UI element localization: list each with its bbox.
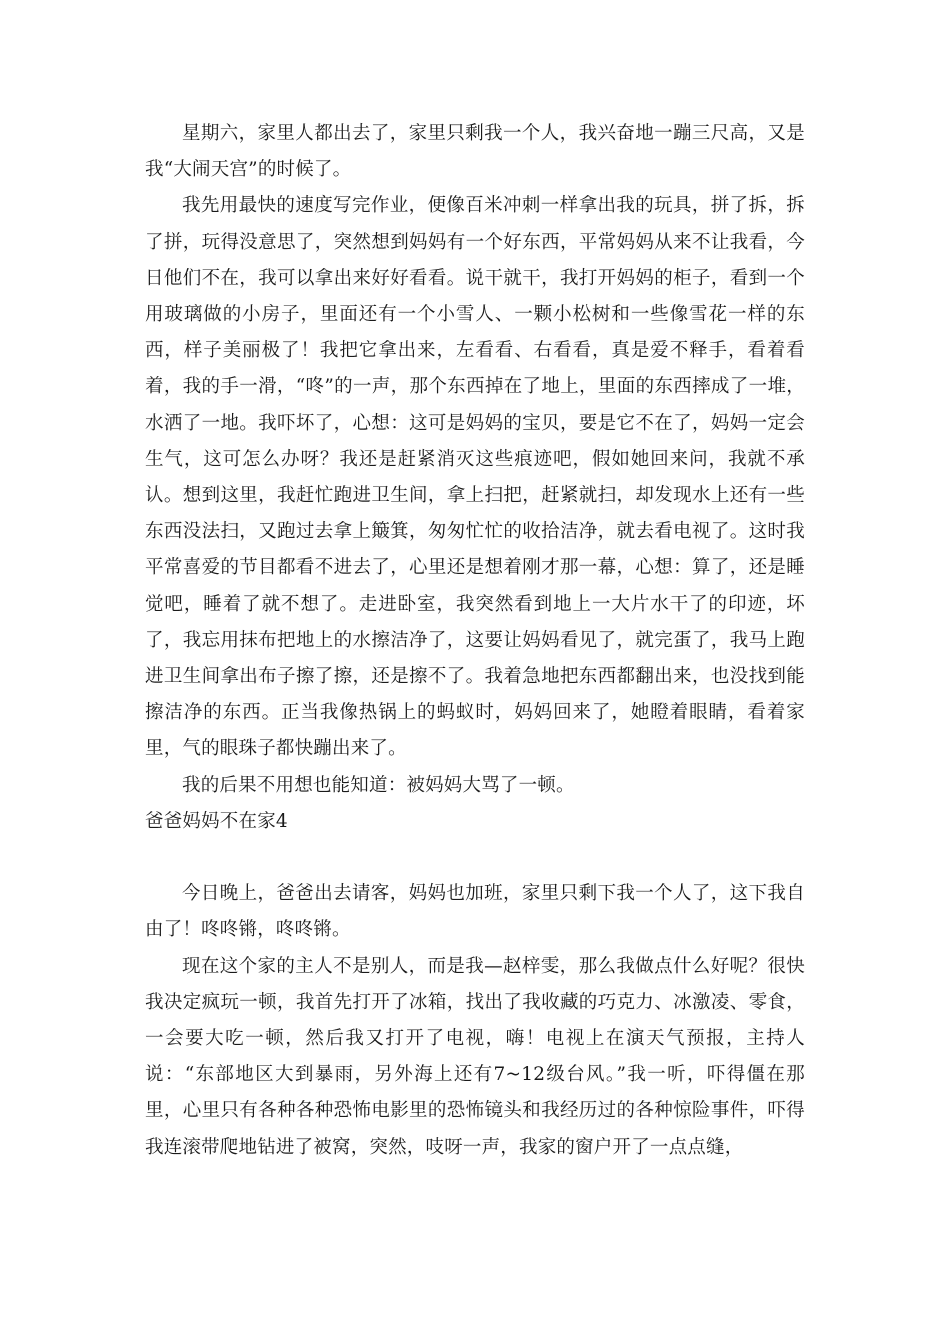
essay-4-paragraph-1: 今日晚上，爸爸出去请客，妈妈也加班，家里只剩下我一个人了，这下我自由了！咚咚锵，咚咚锵。 (145, 883, 805, 941)
essay-4-paragraph-2: 现在这个家的主人不是别人，而是我—赵梓雯，那么我做点什么好呢？很快我决定疯玩一顿，我首先打开了冰箱，找出了我收藏的巧克力、冰激凌、零食，一会要大吃一顿，然后我又打开了电视，嗨！电视上在演天气预报，主持人说：“东部地区大到暴雨，另外海上还有7~12级台风。”我一听，吓得僵在那里，心里只有各种各种恐怖电影里的恐怖镜头和我经历过的各种惊险事件，吓得我连滚带爬地钻进了被窝，突然，吱呀一声，我家的窗户开了一点点缝， (145, 955, 805, 1158)
document-body (145, 116, 805, 1166)
essay-3-paragraph-2: 我先用最快的速度写完作业，便像百米冲刺一样拿出我的玩具，拼了拆，拆了拼，玩得没意思了，突然想到妈妈有一个好东西，平常妈妈从来不让我看，今日他们不在，我可以拿出来好好看看。说干就干，我打开妈妈的柜子，看到一个用玻璃做的小房子，里面还有一个小雪人、一颗小松树和一些像雪花一样的东西，样子美丽极了！我把它拿出来，左看看、右看看，真是爱不释手，看着看着，我的手一滑，“咚”的一声，那个东西掉在了地上，里面的东西摔成了一堆，水洒了一地。我吓坏了，心想：这可是妈妈的宝贝，要是它不在了，妈妈一定会生气，这可怎么办呀？我还是赶紧消灭这些痕迹吧，假如她回来问，我就不承认。想到这里，我赶忙跑进卫生间，拿上扫把，赶紧就扫，却发现水上还有一些东西没法扫，又跑过去拿上簸箕，匆匆忙忙的收拾洁净，就去看电视了。这时我平常喜爱的节目都看不进去了，心里还是想着刚才那一幕，心想：算了，还是睡觉吧，睡着了就不想了。走进卧室，我突然看到地上一大片水干了的印迹，坏了，我忘用抹布把地上的水擦洁净了，这要让妈妈看见了，就完蛋了，我马上跑进卫生间拿出布子擦了擦，还是擦不了。我着急地把东西都翻出来，也没找到能擦洁净的东西。正当我像热锅上的蚂蚁时，妈妈回来了，她瞪着眼睛，看着家里，气的眼珠子都快蹦出来了。 (145, 195, 805, 760)
essay-3-paragraph-1: 星期六，家里人都出去了，家里只剩我一个人，我兴奋地一蹦三尺高，又是我“大闹天宫”的时候了。 (145, 123, 805, 181)
blank-line (145, 840, 805, 876)
essay-3-paragraph-3: 我的后果不用想也能知道：被妈妈大骂了一顿。 (182, 774, 575, 796)
essay-4-title: 爸爸妈妈不在家4 (145, 810, 288, 832)
